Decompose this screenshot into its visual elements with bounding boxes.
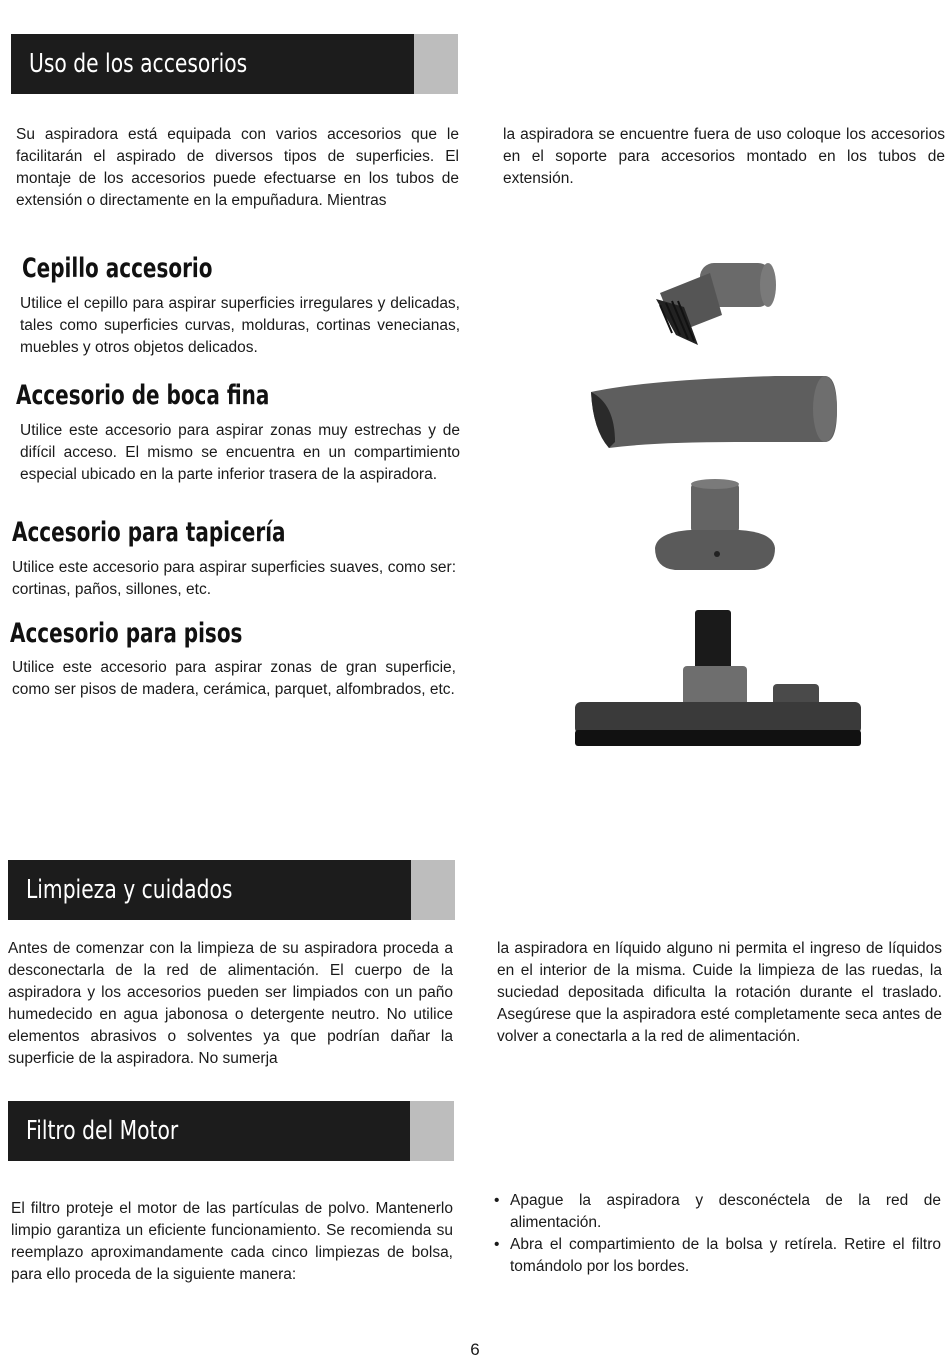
heading-cepillo: Cepillo accesorio <box>22 253 213 284</box>
section-title: Uso de los accesorios <box>29 49 248 79</box>
section-title: Limpieza y cuidados <box>26 875 233 905</box>
text-pisos: Utilice este accesorio para aspirar zonas de gran superficie, como ser pisos de madera, cerámica, parquet, alfombrados, etc. <box>12 659 456 698</box>
filter-steps-list <box>494 1190 941 1278</box>
heading-pisos: Accesorio para pisos <box>10 618 243 649</box>
floor-tool-icon <box>565 608 870 758</box>
banner-tab <box>414 34 458 94</box>
filter-text-left: El filtro proteje el motor de las partículas de polvo. Mantenerlo limpio garantiza un eficiente funcionamiento. Se recomienda su reemplazo aproximandamente cada cinco limpiezas de bolsa, para ello proceda de la siguiente manera: <box>11 1200 453 1283</box>
list-item: • Abra el compartimiento de la bolsa y retírela. Retire el filtro tomándolo por los bordes. <box>494 1234 941 1278</box>
banner-tab <box>411 860 455 920</box>
heading-boca-fina: Accesorio de boca fina <box>16 380 270 411</box>
heading-tapiceria: Accesorio para tapicería <box>12 517 286 548</box>
upholstery-tool-icon <box>645 478 785 578</box>
text-tapiceria: Utilice este accesorio para aspirar superficies suaves, como ser: cortinas, paños, sillones, etc. <box>12 559 456 598</box>
text-boca-fina: Utilice este accesorio para aspirar zonas muy estrechas y de difícil acceso. El mismo se encuentra en un compartimiento especial ubicado en la parte inferior trasera de la aspiradora. <box>20 422 460 483</box>
cleaning-text-right: la aspiradora en líquido alguno ni permita el ingreso de líquidos en el interior de la misma. Cuide la limpieza de las ruedas, la suciedad depositada dificulta la rotación durante el traslado. Asegúrese que la aspiradora esté completamente seca antes de volver a conectarla a la red de alimentación. <box>497 940 942 1045</box>
text-cepillo: Utilice el cepillo para aspirar superficies irregulares y delicadas, tales como superficies curvas, molduras, cortinas venecianas, muebles y otros objetos delicados. <box>20 295 460 356</box>
accessories-intro-left: Su aspiradora está equipada con varios accesorios que le facilitarán el aspirado de diversos tipos de superficies. El montaje de los accesorios puede efectuarse en los tubos de extensión o directamente en la empuñadura. Mientras <box>16 126 459 209</box>
brush-accessory-icon <box>640 255 790 350</box>
accessories-intro-right: la aspiradora se encuentre fuera de uso coloque los accesorios en el soporte para accesorios montado en los tubos de extensión. <box>503 126 945 187</box>
section-title: Filtro del Motor <box>26 1116 179 1146</box>
section-banner-accessories <box>11 34 458 94</box>
crevice-tool-icon <box>585 370 845 450</box>
section-banner-filter <box>8 1101 454 1161</box>
banner-tab <box>410 1101 454 1161</box>
list-item: • Apague la aspiradora y desconéctela de la red de alimentación. <box>494 1190 941 1234</box>
page-number: 6 <box>470 1340 480 1359</box>
cleaning-text-left: Antes de comenzar con la limpieza de su aspiradora proceda a desconectarla de la red de alimentación. El cuerpo de la aspiradora y los accesorios pueden ser limpiados con un paño humedecido en agua jabonosa o detergente neutro. No utilice elementos abrasivos o solventes ya que podrían dañar la superficie de la aspiradora. No sumerja <box>8 940 453 1067</box>
section-banner-cleaning <box>8 860 455 920</box>
